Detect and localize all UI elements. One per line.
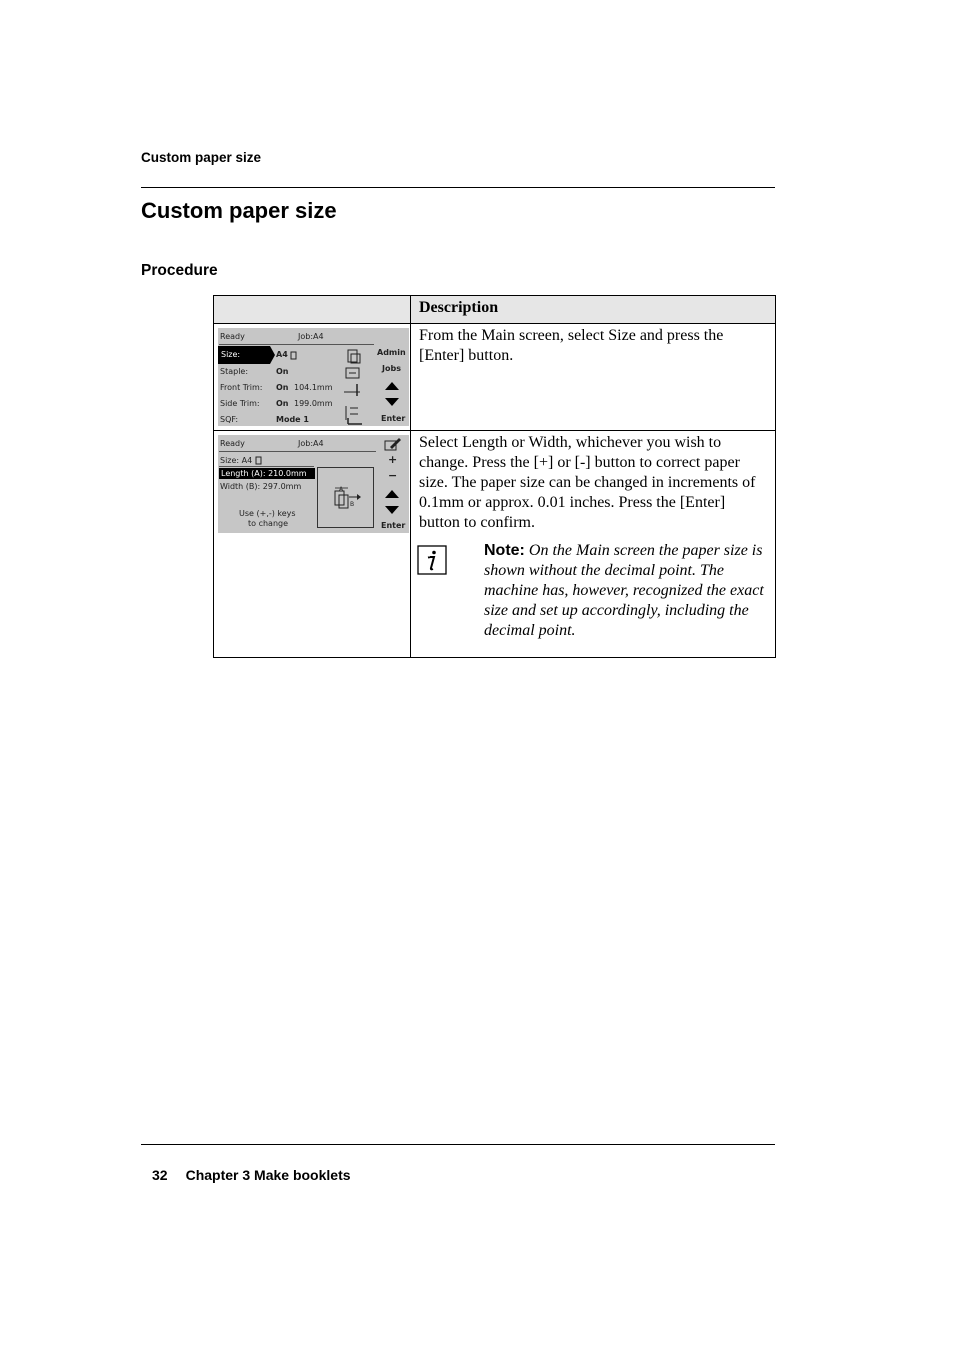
length-line: Length (A): 210.0mm — [221, 469, 307, 478]
edit-icon — [384, 437, 402, 451]
table-header-row — [214, 296, 776, 324]
chapter-title: Chapter 3 Make booklets — [185, 1167, 351, 1183]
divider — [219, 466, 314, 467]
main-screen-display — [218, 328, 409, 426]
divider — [219, 344, 374, 345]
page-number: 32 — [152, 1167, 168, 1183]
sqf-value: Mode 1 — [276, 415, 309, 424]
step-description: Select Length or Width, whichever you wish to change. Press the [+] or [-] button to correct paper size. The paper size can be changed in increments of 0.1mm or approx. 0.01 inches. Press the [Enter] button to confirm. — [419, 434, 756, 531]
note-body: On the Main screen the paper size is shown without the decimal point. The machine has, however, recognized the exact size and set up accordingly, including the decimal point. — [484, 542, 764, 639]
section-title: Procedure — [141, 262, 218, 279]
admin-label: Admin — [377, 348, 406, 357]
page-title: Custom paper size — [141, 198, 337, 223]
hint-line-2: to change — [248, 519, 289, 528]
job-text: Job:A4 — [298, 332, 324, 341]
arrow-up-icon — [385, 382, 399, 390]
header-rule — [141, 187, 775, 188]
function-icons — [344, 348, 364, 426]
page-footer — [152, 1167, 351, 1183]
description-cell — [411, 431, 776, 658]
front-trim-value: 104.1mm — [294, 383, 333, 392]
arrow-down-icon — [385, 398, 399, 406]
jobs-label: Jobs — [382, 364, 401, 373]
table-row — [214, 324, 776, 431]
arrow-up-icon — [385, 490, 399, 498]
status-text: Ready — [220, 439, 245, 448]
description-cell — [411, 324, 776, 431]
arrow-down-icon — [385, 506, 399, 514]
table-header-blank — [214, 296, 411, 324]
divider — [219, 451, 376, 452]
table-row — [214, 431, 776, 658]
procedure-table — [213, 295, 776, 658]
minus-key: − — [388, 469, 398, 482]
job-text: Job:A4 — [298, 439, 324, 448]
sqf-label: SQF: — [220, 415, 239, 424]
diagram-b-label: B — [350, 501, 355, 508]
size-edit-screen-display — [218, 435, 409, 533]
enter-label: Enter — [381, 414, 406, 423]
front-trim-label: Front Trim: — [220, 383, 263, 392]
status-text: Ready — [220, 332, 245, 341]
side-trim-value: 199.0mm — [294, 399, 333, 408]
step-description: From the Main screen, select Size and press the [Enter] button. — [419, 327, 724, 364]
enter-label: Enter — [381, 521, 406, 530]
note-label: Note: — [484, 542, 525, 559]
staple-value: On — [276, 367, 289, 376]
side-trim-state: On — [276, 399, 289, 408]
note-block — [411, 541, 775, 641]
paper-size-diagram — [317, 467, 375, 529]
size-line: Size: A4 — [220, 456, 253, 465]
width-line: Width (B): 297.0mm — [220, 482, 302, 491]
diagram-a-label: A — [339, 486, 344, 493]
paper-orientation-icon — [290, 351, 298, 360]
size-label: Size: — [221, 350, 241, 359]
screen-cell — [214, 431, 411, 658]
screen-cell — [214, 324, 411, 431]
footer-rule — [141, 1144, 775, 1145]
staple-label: Staple: — [220, 367, 249, 376]
side-trim-label: Side Trim: — [220, 399, 260, 408]
size-value: A4 — [276, 350, 288, 359]
table-header-description: Description — [411, 296, 776, 324]
note-text — [484, 541, 775, 641]
plus-key: + — [388, 453, 398, 466]
hint-line-1: Use (+,-) keys — [239, 509, 296, 518]
paper-orientation-icon — [255, 456, 263, 465]
front-trim-state: On — [276, 383, 289, 392]
info-icon — [417, 545, 447, 575]
running-head: Custom paper size — [141, 150, 262, 165]
